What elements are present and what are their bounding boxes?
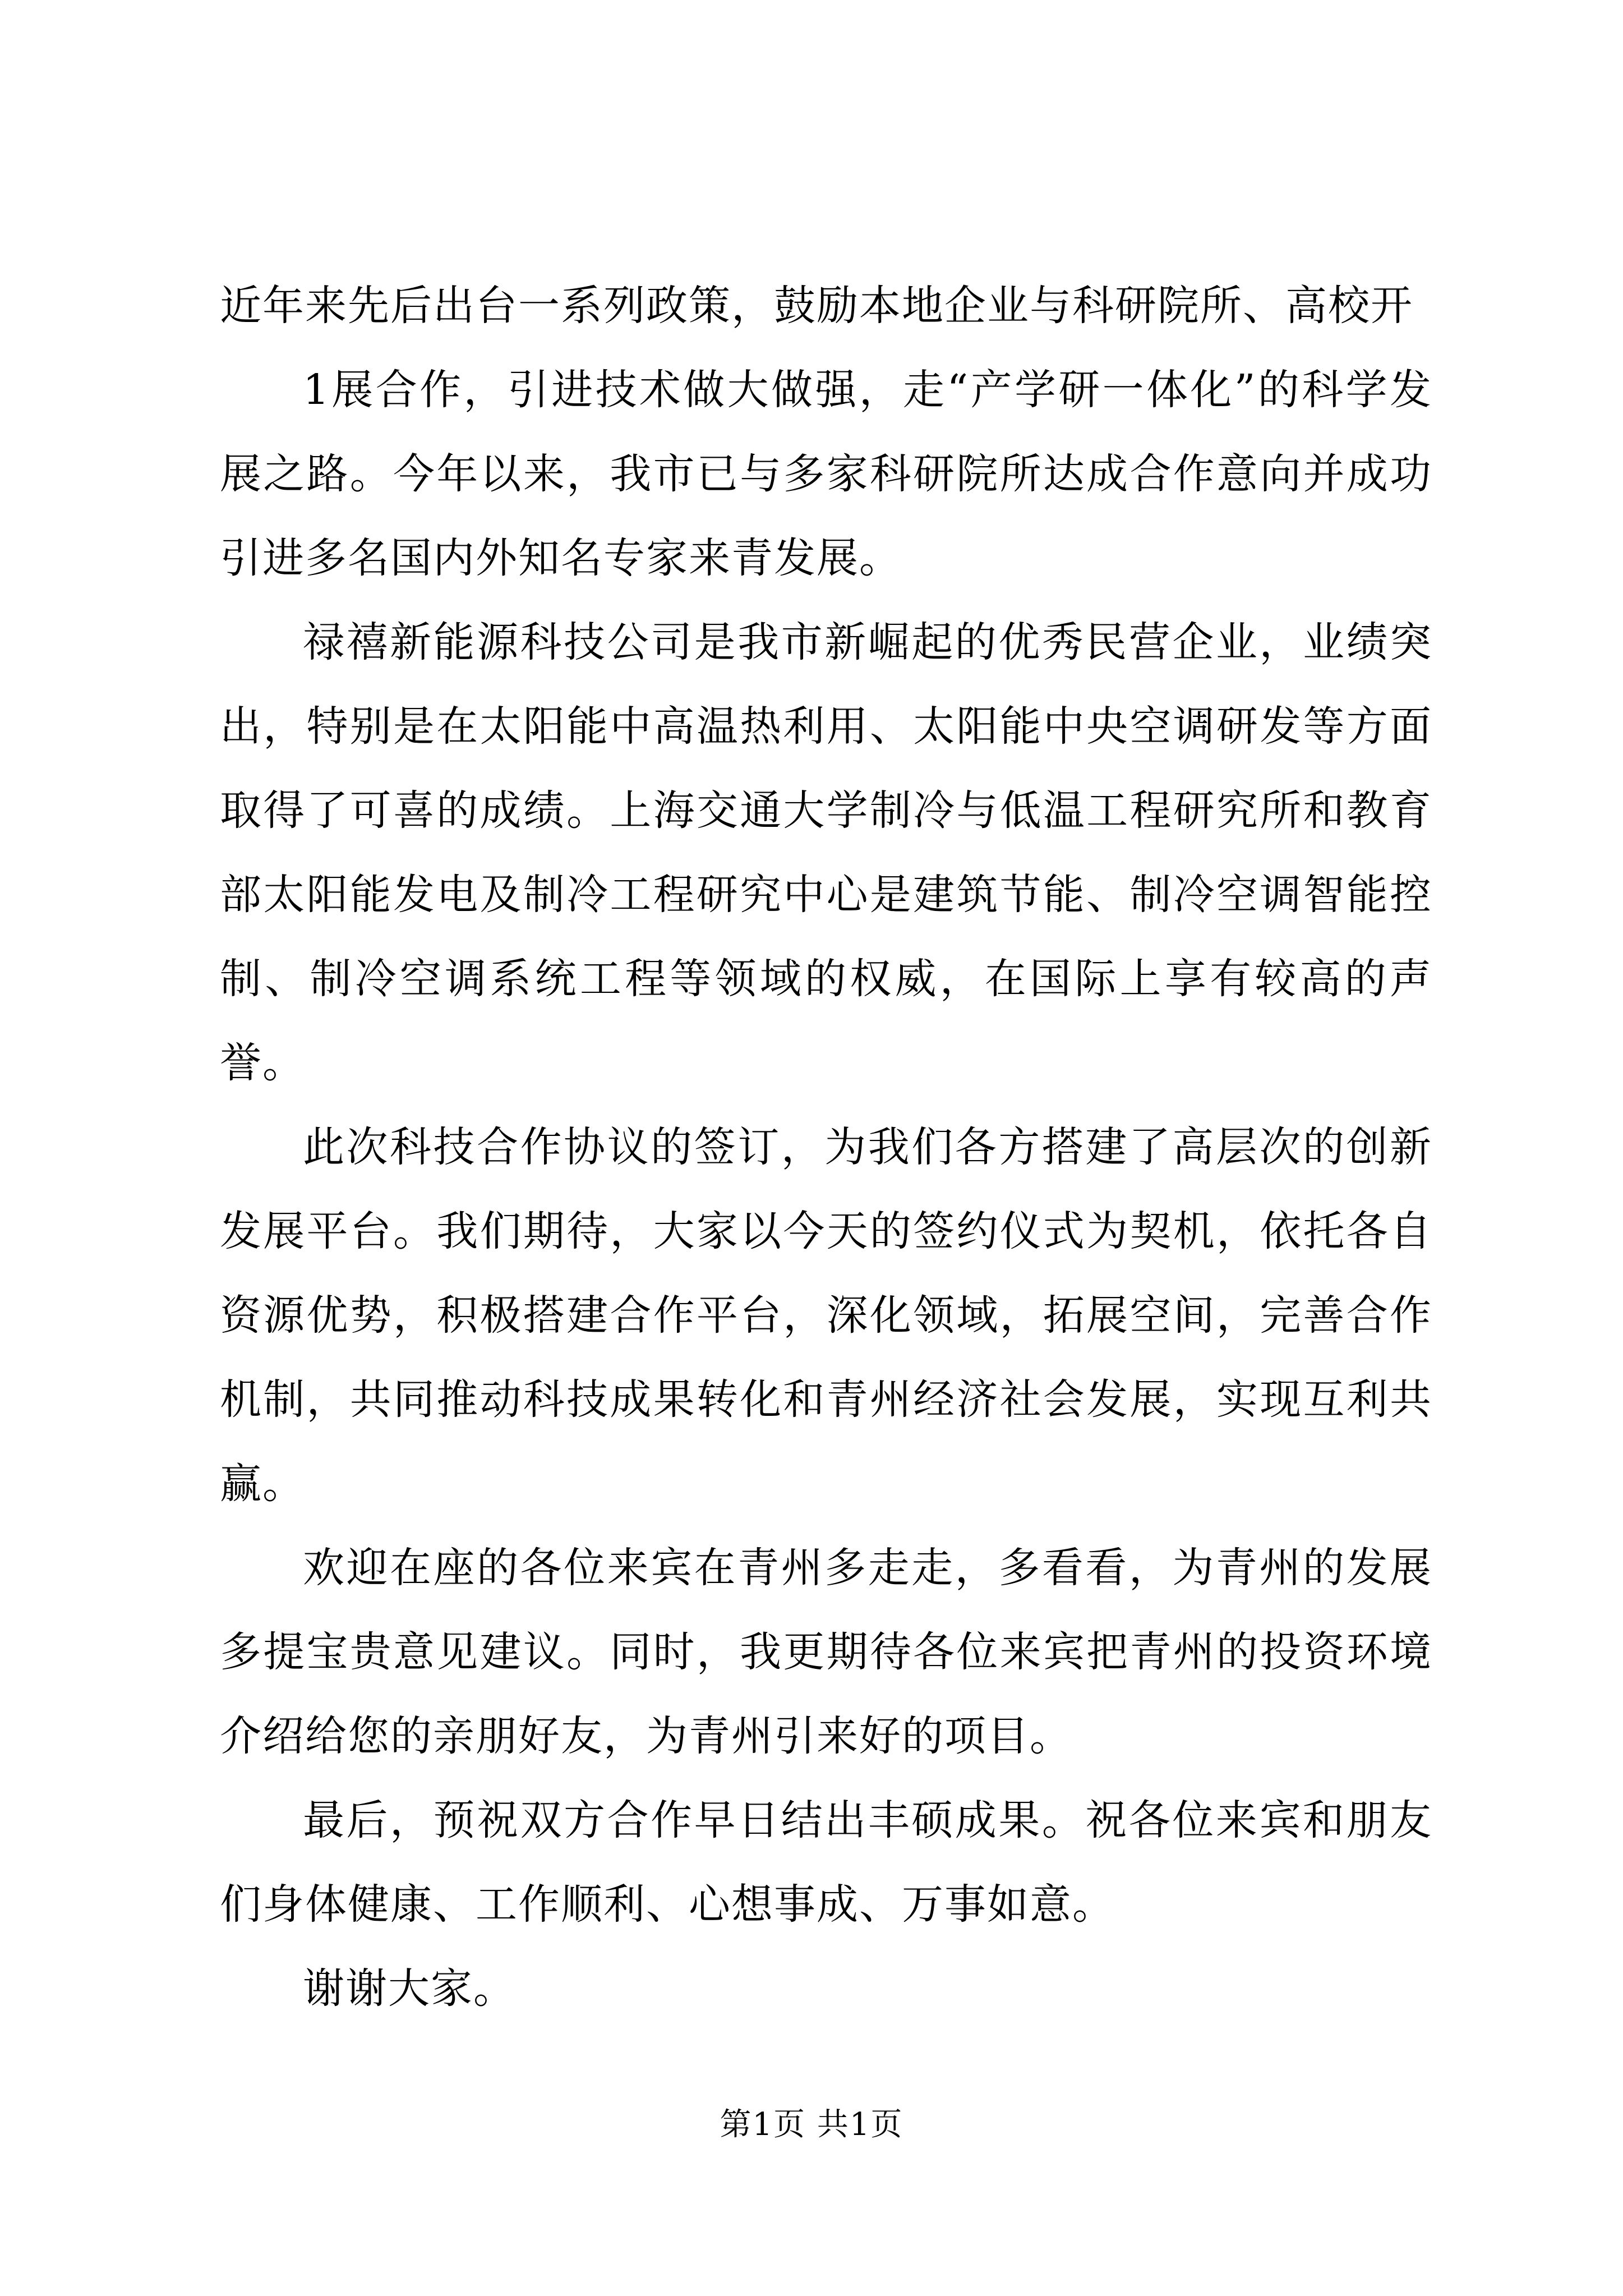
paragraph-6: 最后，预祝双方合作早日结出丰硕成果。祝各位来宾和朋友们身体健康、工作顺利、心想事成、万事如意。 <box>220 1796 1432 1929</box>
document-body <box>220 264 1432 2031</box>
paragraph-3: 禄禧新能源科技公司是我市新崛起的优秀民营企业，业绩突出，特别是在太阳能中高温热利用、太阳能中央空调研发等方面取得了可喜的成绩。上海交通大学制冷与低温工程研究所和教育部太阳能发电及制冷工程研究中心是建筑节能、制冷空调智能控制、制冷空调系统工程等领域的权威，在国际上享有较高的声誉。 <box>220 618 1432 1087</box>
page-footer: 第1页 共1页 <box>720 2106 903 2143</box>
paragraph-7: 谢谢大家。 <box>303 1964 516 2013</box>
paragraph-4: 此次科技合作协议的签订，为我们各方搭建了高层次的创新发展平台。我们期待，大家以今天的签约仪式为契机，依托各自资源优势，积极搭建合作平台，深化领域，拓展空间，完善合作机制，共同推动科技成果转化和青州经济社会发展，实现互利共赢。 <box>220 1123 1432 1508</box>
paragraph-1: 近年来先后出台一系列政策，鼓励本地企业与科研院所、高校开 <box>220 282 1413 330</box>
paragraph-2: 1展合作，引进技术做大做强，走“产学研一体化”的科学发展之路。今年以来，我市已与多家科研院所达成合作意向并成功引进多名国内外知名专家来青发展。 <box>220 366 1432 582</box>
paragraph-5: 欢迎在座的各位来宾在青州多走走，多看看，为青州的发展多提宝贵意见建议。同时，我更期待各位来宾把青州的投资环境介绍给您的亲朋好友，为青州引来好的项目。 <box>220 1544 1432 1760</box>
